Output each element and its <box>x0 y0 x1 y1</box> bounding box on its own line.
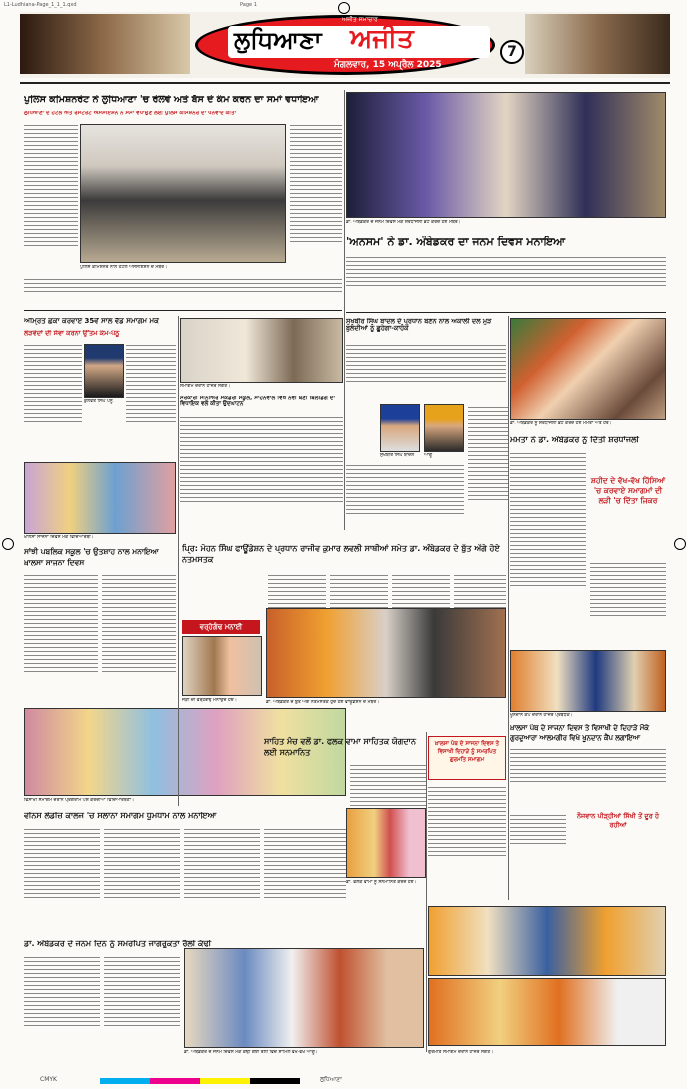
mohan-photo-caption: ਡਾ. ਅੰਬੇਡਕਰ ਦੇ ਬੁੱਤ ਅੱਗੇ ਨਤਮਸਤਕ ਹੁੰਦੇ ਹੋਏ ਫਾਊਂਡੇਸ਼ਨ ਦੇ ਮੈਂਬਰ। <box>266 700 380 705</box>
mamta-body-2 <box>590 560 666 646</box>
masthead-small-label: ਅਜੀਤ ਸਮਾਚਾਰ <box>342 16 378 23</box>
ambedkar-bottom-body-2 <box>104 954 180 1070</box>
middle-photo <box>180 318 343 383</box>
school-jutt-body-2 <box>102 572 176 722</box>
school-program-body <box>180 414 343 540</box>
college-body-2 <box>104 826 180 936</box>
mohan-photo <box>266 608 506 698</box>
amrit-portrait <box>84 344 124 398</box>
college-body-1 <box>24 826 100 936</box>
mamta-photo <box>510 318 666 420</box>
sukhbir-headline: ਸੁਖਬੀਰ ਸਿੰਘ ਬਾਦਲ ਦੇ ਪ੍ਰਧਾਨ ਬਣਨ ਨਾਲ ਅਕਾਲੀ ਦਲ ਮੁੜ ਬੁਲੰਦੀਆਂ ਨੂੰ ਛੂਹੇਗਾ-ਕਾਹੰਕੇ <box>346 318 492 332</box>
amrit-subhead: ਲੋੜਵੰਦਾਂ ਦੀ ਸੇਵਾ ਕਰਨਾ ਉੱਤਮ ਕੰਮ-ਪੰਨੂ <box>24 330 120 337</box>
masthead-right-photo <box>525 14 670 74</box>
mamta-pullquote: ਸ਼ਹੀਦ ਦੇ ਵੱਖ-ਵੱਖ ਹਿੱਸਿਆਂ 'ਚ ਕਰਵਾਏ ਸਮਾਗਮਾਂ ਦੀ ਲੜੀ 'ਚ ਦਿੱਤਾ ਜਿਕਰ <box>590 476 666 505</box>
ambedkar-bottom-headline: ਡਾ. ਅੰਬੇਡਕਰ ਦੇ ਜਨਮ ਦਿਨ ਨੂੰ ਸਮਰਪਿਤ ਜਾਗਰੂਕਤਾ ਰੈਲੀ ਕੱਢੀ <box>24 940 212 948</box>
ambedkar-top-headline: 'ਅਨਸਮ' ਨੇ ਡਾ. ਅੰਬੇਡਕਰ ਦਾ ਜਨਮ ਦਿਵਸ ਮਨਾਇਆ <box>346 236 566 248</box>
mamta-photo-caption: ਡਾ. ਅੰਬੇਡਕਰ ਨੂੰ ਸ਼ਰਧਾਂਜਲੀ ਭੇਟ ਕਰਦੇ ਹੋਏ ਮਮਤਾ ਅਤੇ ਹੋਰ। <box>510 421 612 426</box>
sukhbir-body-3 <box>346 462 464 540</box>
birthday-photo <box>182 636 262 696</box>
amrit-body <box>24 342 82 460</box>
ambedkar-bottom-photo-caption: ਡਾ. ਅੰਬੇਡਕਰ ਦੇ ਜਨਮ ਦਿਵਸ ਮੌਕੇ ਕੱਢੀ ਗਈ ਰੈਲੀ ਵਿਚ ਸ਼ਾਮਿਲ ਵੱਖ-ਵੱਖ ਆਗੂ। <box>184 1050 318 1055</box>
sukhbir-photo-1 <box>380 404 420 452</box>
lead-subhead: ਲੁਧਿਆਣਾ ਦੇ ਹੋਟਲ ਅਤੇ ਰੈਸਟੋਰੈਂਟ ਐਸੋਸੀਏਸ਼ਨ ਨੇ ਸਮਾਂ ਵਧਾਉਣ ਲਈ ਪੁਲਿਸ ਕਮਿਸ਼ਨਰ ਦਾ ਧੰਨਵਾਦ ਕੀਤਾ <box>24 111 237 116</box>
khalsa-school-photo <box>510 650 666 712</box>
reg-mark-left <box>2 538 14 550</box>
college-body-4 <box>264 826 346 936</box>
mamta-headline: ਮਮਤਾ ਨੇ ਡਾ. ਅੰਬੇਡਕਰ ਨੂੰ ਦਿੱਤੀ ਸ਼ਰਧਾਂਜਲੀ <box>510 436 639 444</box>
masthead <box>20 12 670 78</box>
gurmat-bottom-photo-caption: ਗੁਰਮਤਿ ਸਮਾਗਮ ਦੌਰਾਨ ਹਾਜ਼ਰ ਸੰਗਤ। <box>428 1050 494 1055</box>
sukhbir-photo-2 <box>424 404 464 452</box>
reg-mark-top <box>338 2 350 14</box>
ambedkar-top-photo-caption: ਡਾ. ਅੰਬੇਡਕਰ ਦੇ ਜਨਮ ਦਿਵਸ ਮੌਕੇ ਸ਼ਰਧਾਂਜਲੀ ਭੇਟ ਕਰਦੇ ਹੋਏ ਮੈਂਬਰ। <box>346 220 461 225</box>
lead-bottom-rule <box>24 310 342 311</box>
lead-body-col2 <box>290 122 342 302</box>
school-program-headline: ਸਰਕਾਰੀ ਸੀਨੀਅਰ ਸੈਕੰਡਰੀ ਸਕੂਲ, ਸਾਹਨੇਵਾਲ ਵਿਖੇ ਨਵੀਂ ਬਣੀ ਬਿਲਡਿੰਗ ਦਾ ਵਿਧਾਇਕ ਵਲੋਂ ਕੀਤਾ ਉਦਘਾਟਨ <box>180 396 336 407</box>
ambedkar-top-rule <box>346 312 666 313</box>
school-jutt-photo <box>24 462 176 534</box>
sukhbir-body-2 <box>468 404 508 540</box>
fashion-caption: ਵਿਸਾਖੀ ਸਮਾਗਮ ਦੌਰਾਨ ਪ੍ਰੋਗਰਾਮ ਪੇਸ਼ ਕਰਦੀਆਂ ਵਿਦਿਆਰਥਣਾਂ। <box>24 798 135 803</box>
masthead-date: ਮੰਗਲਵਾਰ, 15 ਅਪ੍ਰੈਲ 2025 <box>334 60 442 70</box>
ambedkar-bottom-photo <box>184 948 424 1048</box>
khalsa-school-body <box>510 746 666 806</box>
khalsa-school-headline: ਖ਼ਾਲਸਾ ਪੰਥ ਦੇ ਸਾਜਨਾ ਦਿਵਸ ਤੇ ਵਿਸਾਖੀ ਦੇ ਦਿਹਾੜੇ ਮੌਕੇ ਗੁਰਦੁਆਰਾ ਆਲਮਗੀਰ ਵਿਖੇ ਖੂਨਦਾਨ ਕੈਂਪ ਲਗਾਇਆ <box>510 724 649 742</box>
column-rule-4 <box>426 732 427 1052</box>
birthday-label: ਵਰ੍ਹੇਗੰਢ ਮਨਾਈ <box>182 620 260 634</box>
masthead-left-photo <box>20 14 190 74</box>
amrit-portrait-caption: ਕੁਲਵੰਤ ਸਿੰਘ ਪੰਨੂ <box>84 399 113 404</box>
middle-photo-caption: ਸਮਾਗਮ ਦੌਰਾਨ ਹਾਜ਼ਰ ਸੰਗਤ। <box>180 384 231 389</box>
gurmat-bottom-photo-1 <box>428 906 666 976</box>
masthead-paper: ਅਜੀਤ <box>350 24 414 54</box>
footer-cmyk: CMYK <box>40 1076 57 1083</box>
ambedkar-bottom-body-1 <box>24 954 100 1070</box>
birthday-caption: ਜੋੜੀ ਦੀ ਵਰ੍ਹੇਗੰਢ ਮਨਾਉਂਦੇ ਹੋਏ। <box>182 698 237 703</box>
slug-left: L1-Ludhiana-Page_1_1_1.qxd <box>4 2 77 8</box>
college-headline: ਵੀਨਸ ਲੇਡੀਜ਼ ਕਾਲਜ 'ਚ ਸਲਾਨਾ ਸਮਾਗਮ ਧੂਮਧਾਮ ਨਾਲ ਮਨਾਇਆ <box>24 812 217 820</box>
column-rule-1 <box>178 316 179 806</box>
gurmat-bottom-photo-2 <box>428 978 666 1046</box>
amrit-body-2 <box>126 342 176 460</box>
sahit-photo <box>346 808 426 878</box>
college-body-3 <box>184 826 260 936</box>
lead-body-bottom <box>24 276 342 304</box>
school-jutt-photo-caption: ਖ਼ਾਲਸਾ ਸਾਜਨਾ ਦਿਵਸ ਮੌਕੇ ਵਿਦਿਆਰਥੀ। <box>24 535 94 540</box>
ambedkar-top-body <box>346 254 666 310</box>
masthead-rule <box>20 82 670 84</box>
lead-headline: ਪੁਲਿਸ ਕਮਿਸ਼ਨਰੇਟ ਨੇ ਲੁਧਿਆਣਾ 'ਚ ਰੇਲਵੇ ਅਤੇ ਬੱਸ ਦੇ ਕੰਮ ਕਰਨ ਦਾ ਸਮਾਂ ਵਧਾਇਆ <box>24 95 319 105</box>
mamta-body-1 <box>510 450 586 646</box>
sukhbir-caption-2: ਆਗੂ <box>424 453 433 458</box>
reg-mark-right <box>674 538 686 550</box>
mohan-headline: ਪ੍ਰਿ: ਮੋਹਨ ਸਿੰਘ ਫਾਊਂਡੇਸ਼ਨ ਦੇ ਪ੍ਰਧਾਨ ਰਾਜੀਵ ਕੁਮਾਰ ਲਵਲੀ ਸਾਥੀਆਂ ਸਮੇਤ ਡਾ. ਅੰਬੇਡਕਰ ਦੇ ਬੁੱਤ ਅੱਗੇ ਹੋਏ ਨਤਮਸਤਕ <box>182 544 500 564</box>
naujawan-box: ਨੌਜਵਾਨ ਪੀੜ੍ਹੀਆਂ ਸਿੱਖੀ ਤੋਂ ਦੂਰ ਹੋ ਰਹੀਆਂ <box>576 812 660 829</box>
lead-body-col1 <box>24 122 78 302</box>
lead-photo-caption: ਪੁਲਿਸ ਕਮਿਸ਼ਨਰ ਨਾਲ ਹੋਟਲ ਐਸੋਸੀਏਸ਼ਨ ਦੇ ਮੈਂਬਰ। <box>80 265 168 270</box>
sukhbir-body <box>346 342 506 402</box>
slug-right: Page 1 <box>240 2 257 8</box>
column-rule-2 <box>344 90 345 530</box>
school-jutt-body-1 <box>24 572 98 722</box>
box-notice-text: ਖ਼ਾਲਸਾ ਪੰਥ ਦੇ ਸਾਜਨਾ ਦਿਵਸ ਤੇ ਵਿਸਾਖੀ ਦਿਹਾੜੇ ਨੂੰ ਸਮਰਪਿਤ ਗੁਰਮਤਿ ਸਮਾਗਮ <box>434 741 500 763</box>
box-notice-body <box>428 784 506 902</box>
amrit-headline: ਅੰਮ੍ਰਿਤ ਛਕਾ ਕਰਵਾਏ 35ਵੇਂ ਸਾਲ ਵੱਡ ਸਮਾਗਮ ਮੌਕੇ <box>24 318 159 325</box>
color-bar <box>100 1078 300 1084</box>
page-number: 7 <box>500 40 524 64</box>
column-rule-3 <box>508 316 509 900</box>
sahit-headline: ਸਾਹਿਤ ਮੰਚ ਵਲੋਂ ਡਾ. ਫਲਕ ਵਾਮਾ ਸਾਹਿਤਕ ਯੋਗਦਾਨ ਲਈ ਸਨਮਾਨਿਤ <box>264 737 416 757</box>
khalsa-school-photo-caption: ਖੂਨਦਾਨ ਕੈਂਪ ਦੌਰਾਨ ਹਾਜ਼ਰ ਪ੍ਰਬੰਧਕ। <box>510 713 573 718</box>
sukhbir-caption-1: ਸੁਖਬੀਰ ਸਿੰਘ ਬਾਦਲ <box>380 453 415 458</box>
sahit-photo-caption: ਡਾ. ਫਲਕ ਵਾਮਾ ਨੂੰ ਸਨਮਾਨਿਤ ਕਰਦੇ ਹੋਏ। <box>346 880 417 885</box>
masthead-city: ਲੁਧਿਆਣਾ <box>234 26 322 54</box>
school-jutt-headline: ਸਾਂਝੀ ਪਬਲਿਕ ਸਕੂਲ 'ਚ ਉਤਸ਼ਾਹ ਨਾਲ ਮਨਾਇਆ ਖ਼ਾਲਸਾ ਸਾਜਨਾ ਦਿਵਸ <box>24 547 159 567</box>
naujawan-body <box>510 812 566 868</box>
footer-center: ਲੁਧਿਆਣਾ <box>320 1076 342 1083</box>
ambedkar-top-photo <box>346 92 666 218</box>
lead-photo <box>80 124 286 263</box>
